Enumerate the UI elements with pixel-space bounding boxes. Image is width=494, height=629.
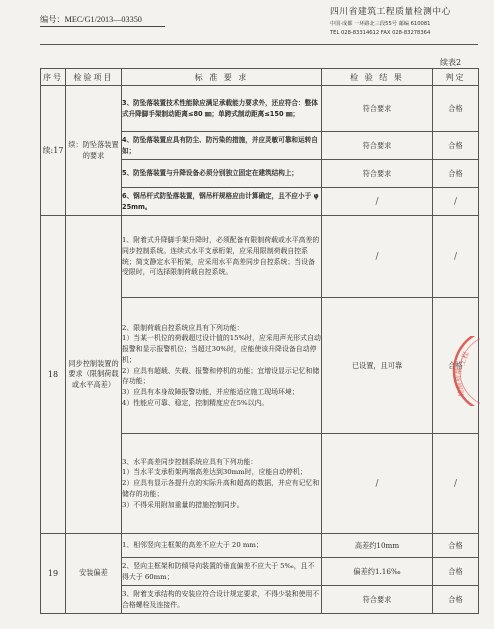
table-row (41, 86, 479, 132)
result-cell: / (322, 216, 433, 298)
svg-text:检测: 检测 (455, 381, 466, 398)
result-cell: 符合要求 (322, 586, 433, 614)
result-cell: / (322, 188, 433, 216)
result-cell: 高差约10mm (322, 534, 433, 558)
institute-address: 中国·成都 一环路北三段55号 邮编 610081 (330, 21, 431, 27)
verdict-cell: 合格 (433, 586, 479, 614)
verdict-cell: / (433, 216, 479, 298)
header-divider (40, 44, 478, 45)
result-cell: 偏差约1.16‰ (322, 558, 433, 586)
item-cell (66, 86, 122, 216)
requirement-cell: 3、附着支承结构的安装应符合设计规定要求，不得少装和使用不合格螺栓及连接件。 (122, 586, 322, 614)
requirement-cell: 4、防坠落装置应具有防尘、防污染的措施，并应灵敏可靠和运转自如； (122, 132, 322, 160)
requirement-cell: 1、附着式升降脚手架升降时，必须配备有限制荷载或水平高差的同步控制系统。连续式水平支承桁架，应采用限制荷载自控系统；简支静定水平桁架，应采用水平高差同步自控系统；当设备受限时，可选择限制荷载自控系统。 (122, 216, 322, 298)
requirement-cell: 2、竖向主框架和防倾导向装置的垂直偏差不应大于 5‰，且不得大于 60mm； (122, 558, 322, 586)
requirement-cell: 1、相邻竖向主框架的高差不应大于 20 mm； (122, 534, 322, 558)
requirement-cell: 2、限制荷载自控系统应具有下列功能： 1）当某一机位的荷载超过设计值的15%时，应采用声光形式自动报警和显示报警机位；当超过30%时，应能使该升降设备自动停机； 2）应具有超载、失载、报警和停机的功能；宜增设显示记忆和储存功能； 3）应具有本身故障报警功能，并应能适应施工现场环境； 4）性能应可靠、稳定，控制精度应在5%以内。 (122, 298, 322, 434)
col-header-standard: 标 准 要 求 (122, 69, 322, 86)
continued-label: 续表2 (440, 58, 462, 67)
institute-name: 四川省建筑工程质量检测中心 (330, 7, 451, 17)
result-cell: 符合要求 (322, 132, 433, 160)
item-cell (66, 216, 122, 534)
seq-value: 19 (47, 569, 59, 578)
seq-cell (41, 216, 66, 534)
verdict-cell: 合格 (433, 132, 479, 160)
requirement-cell: 5、防坠落装置与升降设备必须分别独立固定在建筑结构上； (122, 160, 322, 188)
col-header-verdict: 判定 (433, 69, 479, 86)
col-header-result: 检 验 结 果 (322, 69, 433, 86)
result-cell: / (322, 434, 433, 534)
document-number-underline (40, 26, 165, 27)
col-header-seq: 序号 (41, 69, 66, 86)
requirement-cell: 3、防坠落装置技术性能除应满足承载能力要求外，还应符合：整体式升降脚手架制动距离≤80 ㎜；单跨式制动距离≤150 ㎜； (122, 86, 322, 132)
verdict-cell: 合格 (433, 86, 479, 132)
seq-cell (41, 534, 66, 614)
inspection-table (40, 68, 479, 614)
table-row (41, 534, 479, 558)
verdict-cell: 合格 (433, 160, 479, 188)
item-value: 续：防坠落装置的要求 (68, 140, 119, 160)
svg-text:质量: 质量 (454, 367, 464, 383)
item-value: 安装偏差 (79, 568, 108, 578)
table-row (41, 216, 479, 298)
institute-phone-fax: TEL 028-83314612 FAX 028-83278364 (330, 30, 431, 36)
item-value: 同步控制装置的要求（限制荷载或水平高差） (68, 358, 119, 389)
verdict-cell: 合格 (433, 534, 479, 558)
table-header-row (41, 69, 479, 86)
result-cell: 符合要求 (322, 86, 433, 132)
svg-text:工程: 工程 (458, 350, 471, 367)
result-cell: 已设置，且可靠 (322, 298, 433, 434)
document-number: 编号：MEC/G1/2013—03350 (40, 15, 142, 24)
seq-value: 续:17 (42, 146, 64, 155)
verdict-cell: 合格 (433, 298, 479, 434)
result-cell: 符合要求 (322, 160, 433, 188)
item-cell (66, 534, 122, 614)
seq-cell (41, 86, 66, 216)
col-header-item: 检验项目 (66, 69, 122, 86)
requirement-cell: 6、钢吊杆式防坠落装置，钢吊杆规格应由计算确定，且不应小于 φ 25mm。 (122, 188, 322, 216)
verdict-cell: 合格 (433, 558, 479, 586)
requirement-cell: 3、水平高差同步控制系统应具有下列功能： 1）当水平支承桁架两端高差达到30mm时，应能自动停机； 2）应具有显示各提升点的实际升高和超高的数据，并应有记忆和储存的功能； 3）不得采用附加重量的措施控制同步。 (122, 434, 322, 534)
inspection-seal (438, 336, 480, 406)
seal-icon (438, 336, 480, 406)
seq-value: 18 (47, 370, 59, 379)
verdict-cell: / (433, 434, 479, 534)
verdict-cell: / (433, 188, 479, 216)
